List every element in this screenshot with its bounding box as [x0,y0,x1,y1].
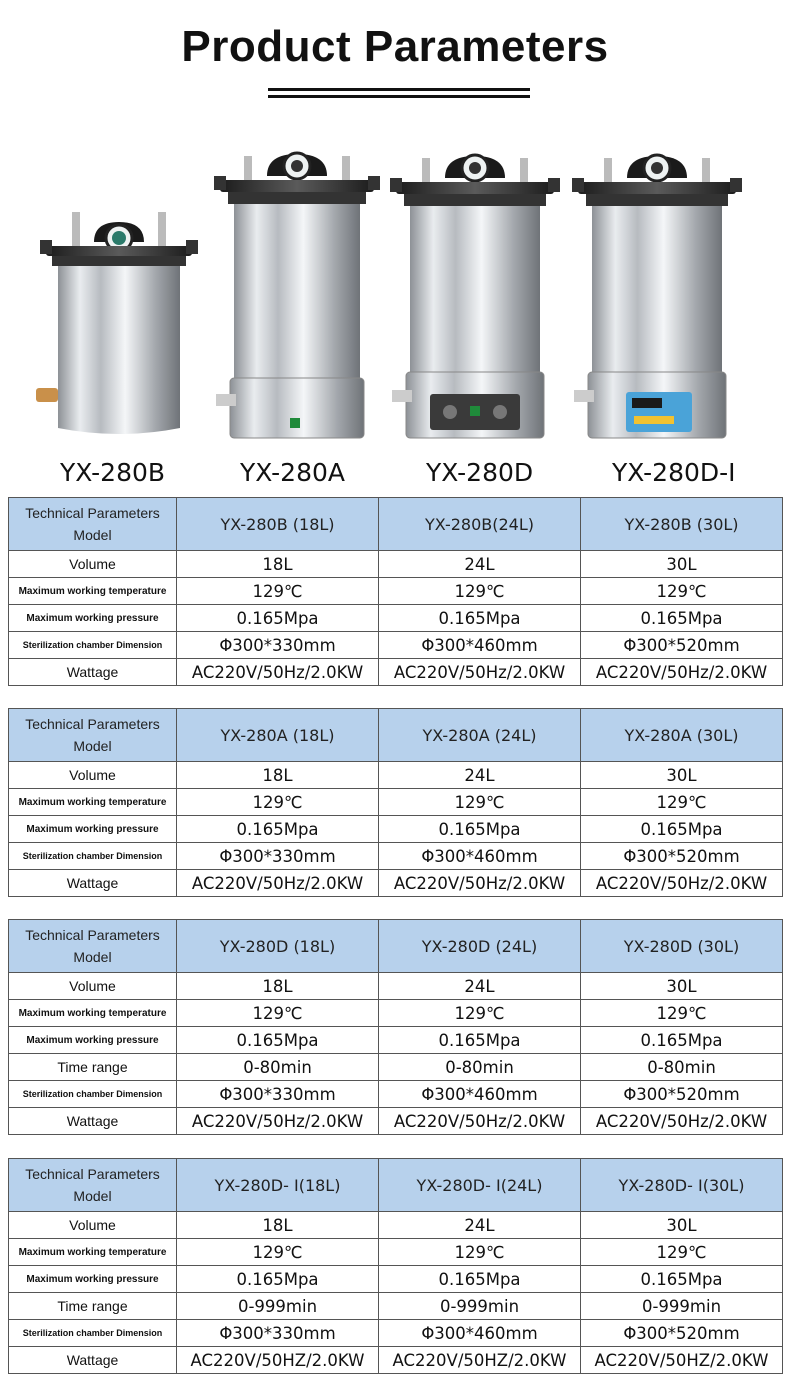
cell-value: 24L [379,1212,581,1239]
cell-value: Φ300*520mm [581,1081,783,1108]
table-row [9,632,783,659]
spec-table-yx-280d [8,919,783,1135]
header-technical-parameters: Technical Parameters Model [9,709,177,762]
row-label: Volume [9,1212,177,1239]
cell-value: 0.165Mpa [177,1266,379,1293]
table-row [9,789,783,816]
header-model: YX-280A (24L) [379,709,581,762]
cell-value: 129℃ [379,1239,581,1266]
table-row [9,973,783,1000]
product-label: YX-280B [60,458,166,487]
row-label: Maximum working pressure [9,1266,177,1293]
cell-value: 0.165Mpa [581,605,783,632]
cell-value: AC220V/50HZ/2.0KW [379,1347,581,1374]
cell-value: 24L [379,551,581,578]
table-row [9,1347,783,1374]
cell-value: AC220V/50Hz/2.0KW [177,659,379,686]
row-label: Time range [9,1293,177,1320]
spec-table-yx-280d-i [8,1158,783,1374]
row-label: Maximum working pressure [9,816,177,843]
cell-value: 0.165Mpa [581,816,783,843]
header-model: YX-280A (18L) [177,709,379,762]
cell-value: 18L [177,762,379,789]
product-image-yx-280d [390,146,560,446]
header-technical-parameters: Technical Parameters Model [9,1159,177,1212]
cell-value: AC220V/50Hz/2.0KW [581,870,783,897]
cell-value: 24L [379,762,581,789]
cell-value: 129℃ [177,578,379,605]
header-model: YX-280B (18L) [177,498,379,551]
cell-value: 129℃ [379,1000,581,1027]
cell-value: 0.165Mpa [581,1266,783,1293]
table-row [9,1027,783,1054]
product-images [0,140,790,490]
table-row [9,1239,783,1266]
table-row [9,659,783,686]
row-label: Sterilization chamber Dimension [9,843,177,870]
cell-value: 0.165Mpa [177,1027,379,1054]
cell-value: 18L [177,973,379,1000]
row-label: Maximum working pressure [9,605,177,632]
row-label: Wattage [9,870,177,897]
row-label: Sterilization chamber Dimension [9,632,177,659]
product-image-yx-280d-i [572,146,742,446]
product-label: YX-280A [240,458,345,487]
spec-table-yx-280b [8,497,783,686]
cell-value: 0-999min [581,1293,783,1320]
cell-value: Φ300*460mm [379,1320,581,1347]
cell-value: Φ300*330mm [177,632,379,659]
table-row [9,1293,783,1320]
cell-value: AC220V/50Hz/2.0KW [581,659,783,686]
cell-value: Φ300*520mm [581,1320,783,1347]
table-row [9,1266,783,1293]
table-row [9,551,783,578]
header-model: YX-280B (30L) [581,498,783,551]
table-row [9,1081,783,1108]
row-label: Wattage [9,1347,177,1374]
cell-value: 129℃ [581,1239,783,1266]
product-label: YX-280D-Ⅰ [612,458,736,487]
cell-value: Φ300*520mm [581,843,783,870]
cell-value: 129℃ [379,789,581,816]
header-model: YX-280D- Ⅰ(24L) [379,1159,581,1212]
row-label: Maximum working temperature [9,578,177,605]
spec-table-yx-280a [8,708,783,897]
header-model: YX-280A (30L) [581,709,783,762]
cell-value: 18L [177,1212,379,1239]
header-technical-parameters: Technical Parameters Model [9,498,177,551]
cell-value: 0.165Mpa [177,605,379,632]
cell-value: 129℃ [177,789,379,816]
header-model: YX-280D (18L) [177,920,379,973]
table-header-row [9,709,783,762]
row-label: Volume [9,762,177,789]
cell-value: AC220V/50HZ/2.0KW [177,1347,379,1374]
header-technical-parameters: Technical Parameters Model [9,920,177,973]
cell-value: 0-80min [379,1054,581,1081]
table-row [9,1054,783,1081]
table-row [9,1212,783,1239]
row-label: Maximum working pressure [9,1027,177,1054]
table-header-row [9,498,783,551]
product-label: YX-280D [426,458,534,487]
table-row [9,1108,783,1135]
cell-value: 24L [379,973,581,1000]
header-model: YX-280D (30L) [581,920,783,973]
header-model: YX-280D- Ⅰ(18L) [177,1159,379,1212]
row-label: Sterilization chamber Dimension [9,1320,177,1347]
cell-value: 18L [177,551,379,578]
cell-value: 0-80min [581,1054,783,1081]
header-model: YX-280D- Ⅰ(30L) [581,1159,783,1212]
cell-value: 0.165Mpa [379,605,581,632]
cell-value: 30L [581,551,783,578]
cell-value: 30L [581,762,783,789]
row-label: Volume [9,973,177,1000]
product-image-yx-280a [212,146,382,446]
cell-value: 129℃ [581,1000,783,1027]
title-underline [268,88,530,91]
table-row [9,843,783,870]
cell-value: Φ300*330mm [177,1081,379,1108]
product-image-yx-280b [34,202,204,442]
header-model: YX-280D (24L) [379,920,581,973]
cell-value: AC220V/50Hz/2.0KW [177,870,379,897]
cell-value: 0.165Mpa [177,816,379,843]
row-label: Volume [9,551,177,578]
table-row [9,1000,783,1027]
cell-value: 0.165Mpa [581,1027,783,1054]
table-header-row [9,1159,783,1212]
cell-value: Φ300*330mm [177,843,379,870]
row-label: Maximum working temperature [9,1000,177,1027]
page-title: Product Parameters [181,22,609,71]
cell-value: AC220V/50Hz/2.0KW [379,870,581,897]
cell-value: 129℃ [177,1000,379,1027]
row-label: Wattage [9,659,177,686]
cell-value: 129℃ [379,578,581,605]
cell-value: AC220V/50Hz/2.0KW [379,659,581,686]
cell-value: AC220V/50Hz/2.0KW [177,1108,379,1135]
row-label: Wattage [9,1108,177,1135]
cell-value: AC220V/50Hz/2.0KW [379,1108,581,1135]
cell-value: 0.165Mpa [379,1027,581,1054]
title-underline [268,95,530,98]
cell-value: 0.165Mpa [379,816,581,843]
cell-value: Φ300*460mm [379,632,581,659]
cell-value: AC220V/50Hz/2.0KW [581,1108,783,1135]
cell-value: 129℃ [581,789,783,816]
cell-value: Φ300*330mm [177,1320,379,1347]
cell-value: Φ300*520mm [581,632,783,659]
row-label: Maximum working temperature [9,1239,177,1266]
cell-value: 0-80min [177,1054,379,1081]
cell-value: Φ300*460mm [379,843,581,870]
table-row [9,578,783,605]
row-label: Time range [9,1054,177,1081]
cell-value: 30L [581,1212,783,1239]
cell-value: 0.165Mpa [379,1266,581,1293]
cell-value: 30L [581,973,783,1000]
cell-value: Φ300*460mm [379,1081,581,1108]
table-row [9,1320,783,1347]
row-label: Sterilization chamber Dimension [9,1081,177,1108]
cell-value: AC220V/50HZ/2.0KW [581,1347,783,1374]
table-row [9,762,783,789]
row-label: Maximum working temperature [9,789,177,816]
cell-value: 129℃ [177,1239,379,1266]
table-row [9,605,783,632]
cell-value: 0-999min [177,1293,379,1320]
table-row [9,870,783,897]
table-header-row [9,920,783,973]
header-model: YX-280B(24L) [379,498,581,551]
table-row [9,816,783,843]
cell-value: 0-999min [379,1293,581,1320]
cell-value: 129℃ [581,578,783,605]
